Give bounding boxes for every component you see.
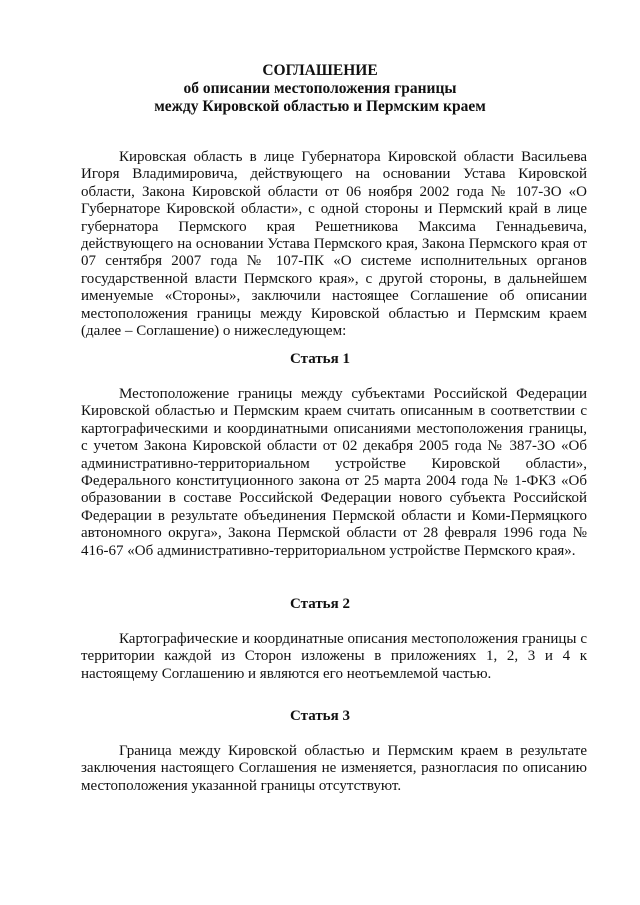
article-2-text: Картографические и координатные описания местоположения границы с территории каждой из Сторон изложены в приложениях 1, 2, 3 и 4 к настоящему Соглашению и являются его неотъемлемой частью. bbox=[81, 631, 587, 682]
article-3-text: Граница между Кировской областью и Пермским краем в результате заключения настоящего Соглашения не изменяется, разногласия по описанию местоположения указанной границы отсутствуют. bbox=[81, 743, 587, 794]
document-title: СОГЛАШЕНИЕ bbox=[262, 62, 378, 79]
article-2-heading: Статья 2 bbox=[290, 596, 350, 612]
article-1-text: Местоположение границы между субъектами Российской Федерации Кировской областью и Пермским краем считать описанным в соответствии с картографическими и координатными описаниями местоположения границы, с учетом Закона Кировской области от 02 декабря 2005 года № 387-ЗО «Об административно-территориальном устройстве Кировской области», Федерального конституционного закона от 25 марта 2004 года № 1-ФКЗ «Об образовании в составе Российской Федерации нового субъекта Российской Федерации в результате объединения Пермской области и Коми-Пермяцкого автономного округа», Закона Пермской области от 28 февраля 1996 года № 416-67 «Об административно-территориальном устройстве Пермского края». bbox=[81, 386, 587, 559]
intro-paragraph: Кировская область в лице Губернатора Кировской области Васильева Игоря Владимировича, действующего на основании Устава Кировской области, Закона Кировской области от 06 ноября 2002 года № 107-ЗО «О Губернаторе Кировской области», с одной стороны и Пермский край в лице губернатора Пермского края Решетникова Максима Геннадьевича, действующего на основании Устава Пермского края, Закона Пермского края от 07 сентября 2007 года № 107-ПК «О системе исполнительных органов государственной власти Пермского края», с другой стороны, в дальнейшем именуемые «Стороны», заключили настоящее Соглашение об описании местоположения границы между Кировской областью и Пермским краем (далее – Соглашение) о нижеследующем: bbox=[81, 149, 587, 340]
document-subtitle-line1: об описании местоположения границы bbox=[183, 80, 457, 97]
article-3-heading: Статья 3 bbox=[290, 708, 350, 724]
article-1-heading: Статья 1 bbox=[290, 351, 350, 367]
document-subtitle-line2: между Кировской областью и Пермским краем bbox=[154, 98, 486, 115]
